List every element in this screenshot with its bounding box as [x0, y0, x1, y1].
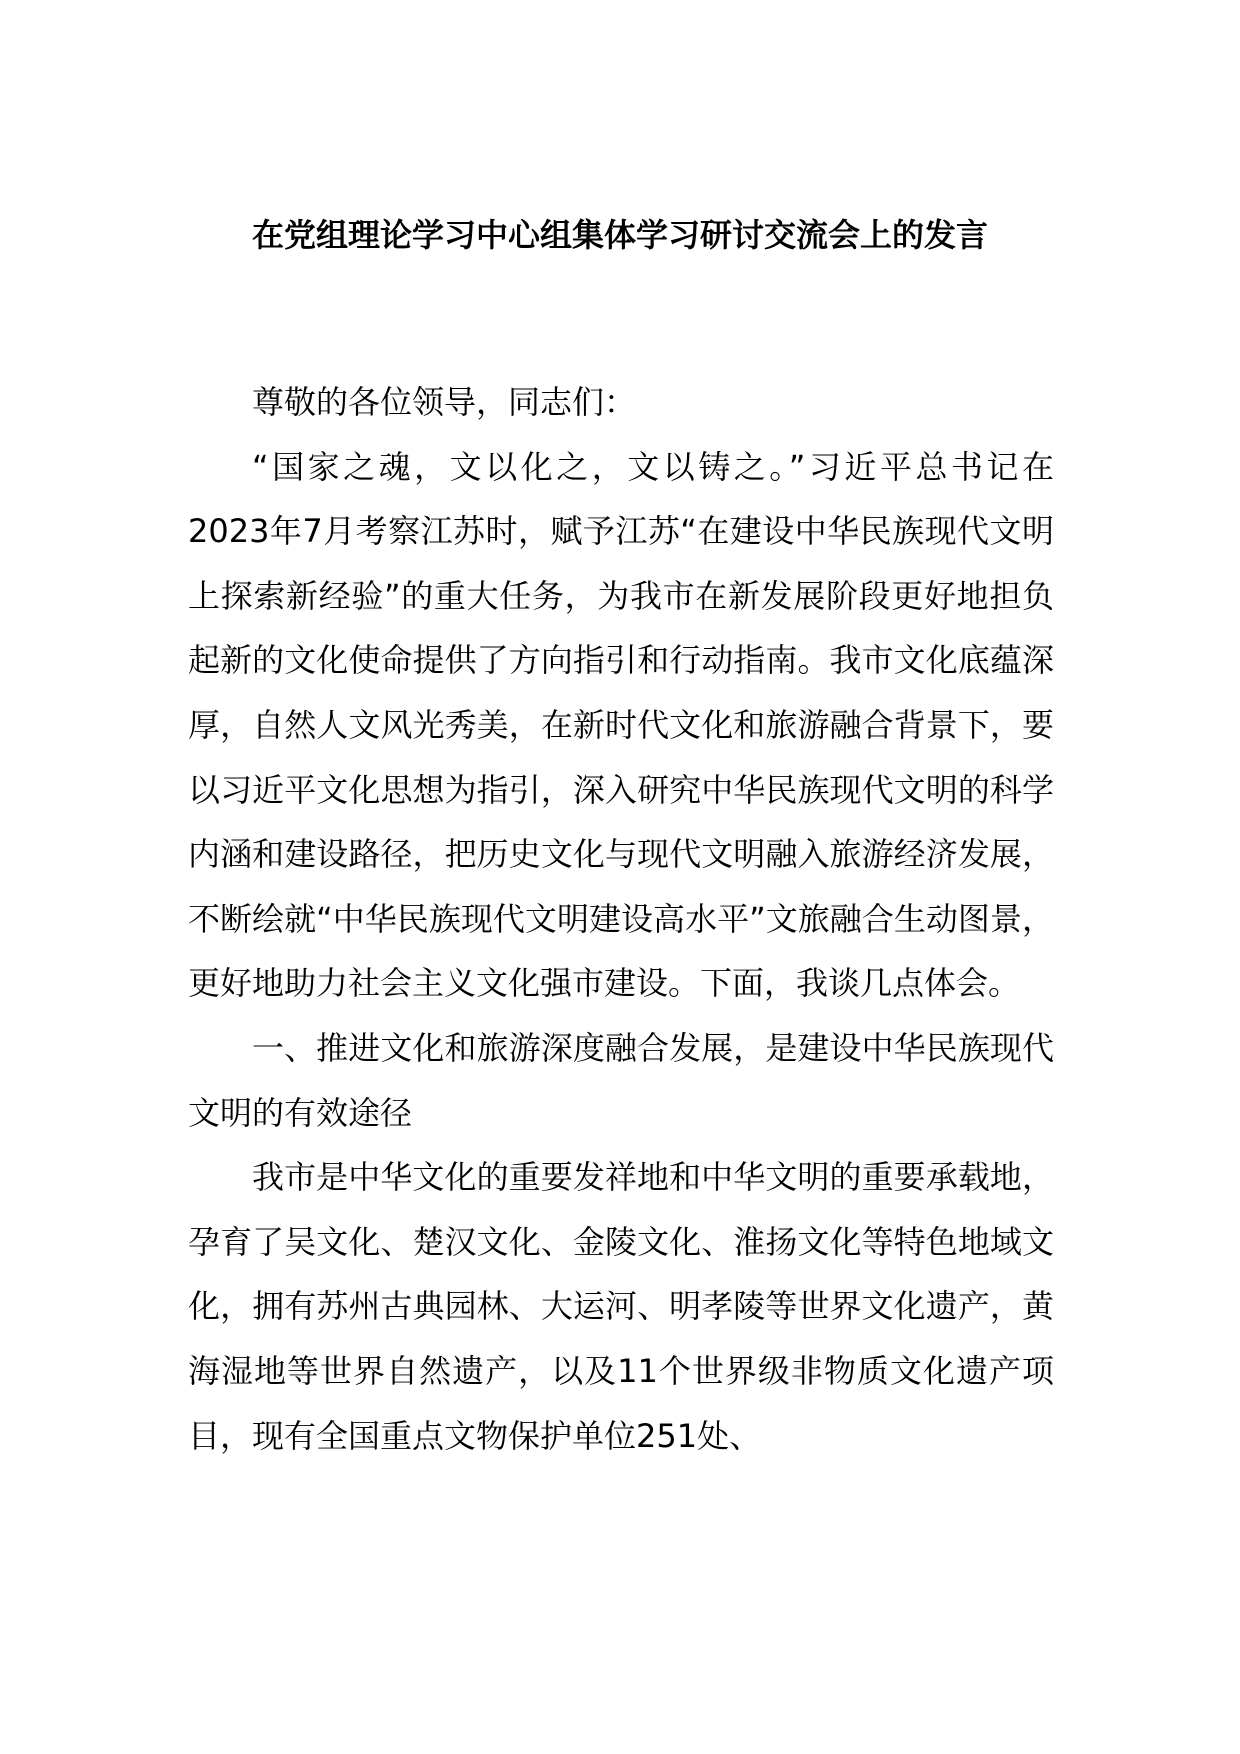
salutation-paragraph: 尊敬的各位领导，同志们： — [252, 383, 637, 421]
body-paragraph: 我市是中华文化的重要发祥地和中华文明的重要承载地，孕育了吴文化、楚汉文化、金陵文化、淮扬文化等特色地域文化，拥有苏州古典园林、大运河、明孝陵等世界文化遗产，黄海湿地等世界自然遗产，以及11个世界级非物质文化遗产项目，现有全国重点文物保护单位251处、 — [188, 1158, 1054, 1455]
document-body — [188, 370, 1054, 1468]
section-heading-1: 一、推进文化和旅游深度融合发展，是建设中华民族现代文明的有效途径 — [188, 1028, 1054, 1132]
intro-paragraph: “国家之魂，文以化之，文以铸之。”习近平总书记在2023年7月考察江苏时，赋予江苏“在建设中华民族现代文明上探索新经验”的重大任务，为我市在新发展阶段更好地担负起新的文化使命提供了方向指引和行动指南。我市文化底蕴深厚，自然人文风光秀美，在新时代文化和旅游融合背景下，要以习近平文化思想为指引，深入研究中华民族现代文明的科学内涵和建设路径，把历史文化与现代文明融入旅游经济发展，不断绘就“中华民族现代文明建设高水平”文旅融合生动图景，更好地助力社会主义文化强市建设。下面，我谈几点体会。 — [188, 447, 1054, 1003]
document-title: 在党组理论学习中心组集体学习研讨交流会上的发言 — [251, 216, 988, 254]
